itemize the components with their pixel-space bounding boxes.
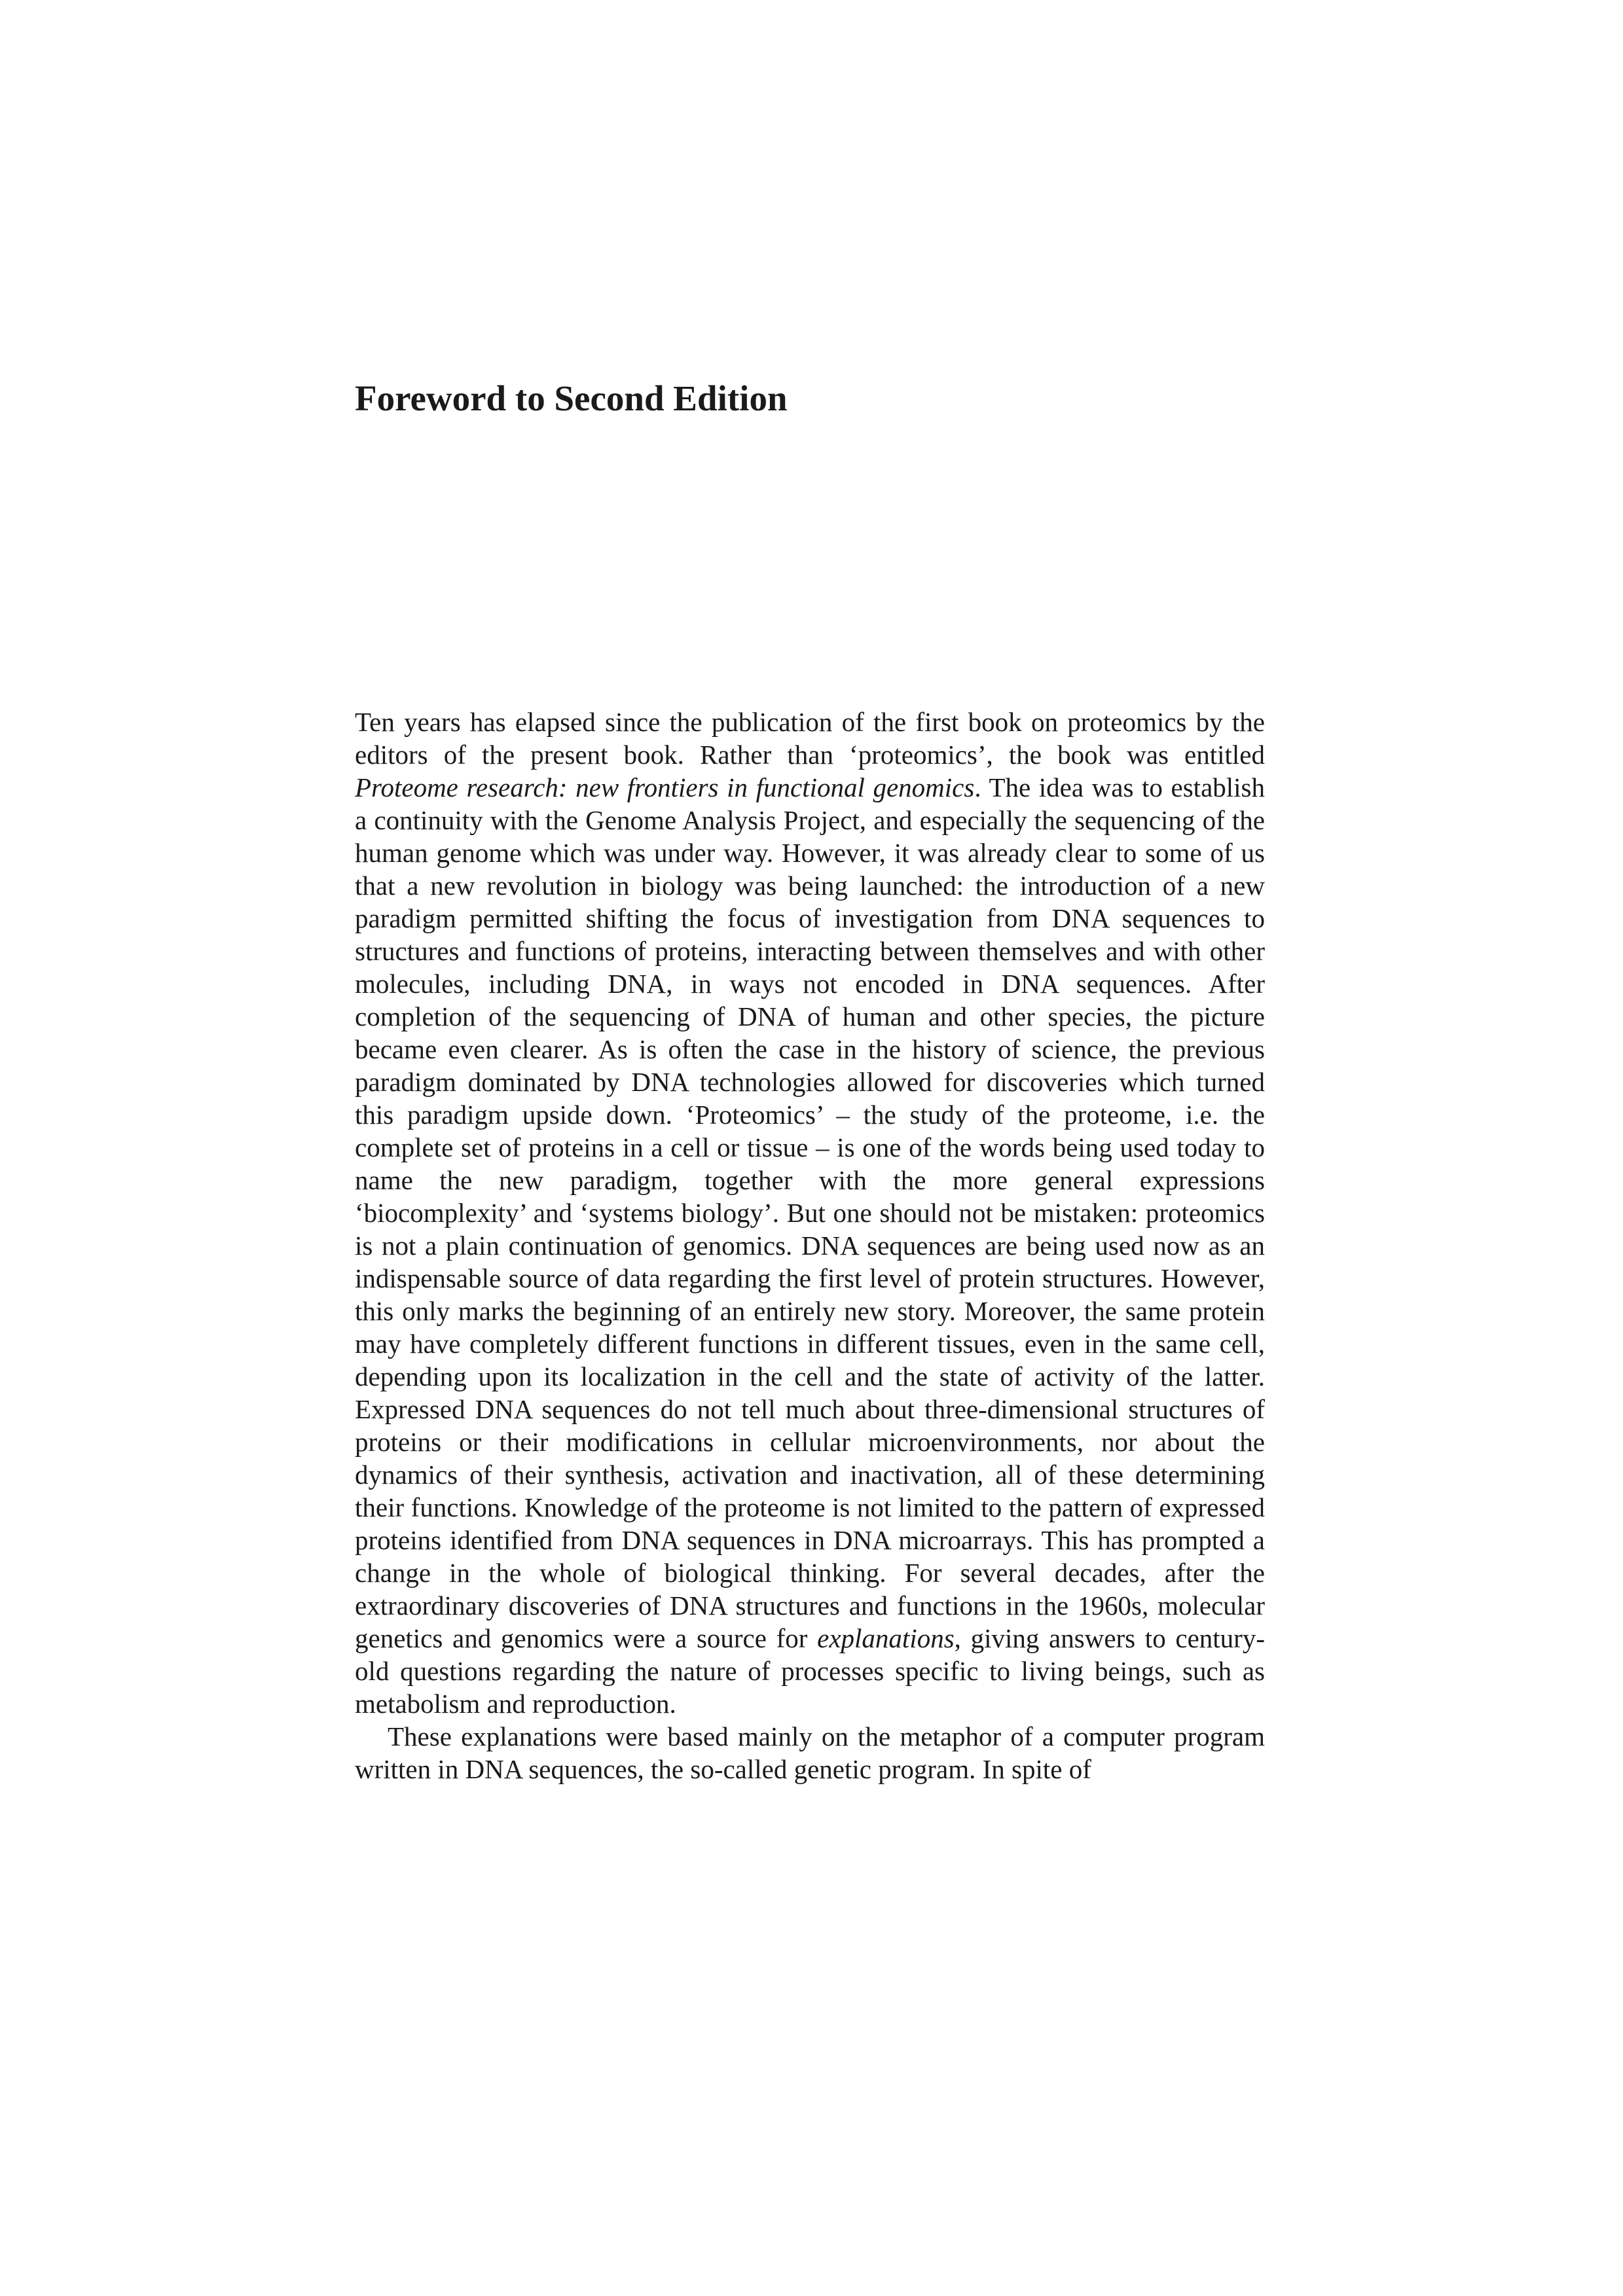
body-text bbox=[355, 706, 1265, 1785]
paragraph-1-part-1: Ten years has elapsed since the publication of the first book on proteomics by the editors of the present book. Rather than ‘proteomics’, the book was entitled bbox=[355, 707, 1265, 770]
paragraph-1-part-3: , giving answers to century-old questions regarding the nature of processes specific to living beings, such as metabolism and reproduction. bbox=[355, 1623, 1265, 1719]
paragraph-1-part-2: . The idea was to establish a continuity with the Genome Analysis Project, and especially the sequencing of the human genome which was under way. However, it was already clear to some of us that a new revolution in biology was being launched: the introduction of a new paradigm permitted shifting the focus of investigation from DNA sequences to structures and functions of proteins, interacting between themselves and with other molecules, including DNA, in ways not encoded in DNA sequences. After completion of the sequencing of DNA of human and other species, the picture became even clearer. As is often the case in the history of science, the previous paradigm dominated by DNA technologies allowed for discoveries which turned this paradigm upside down. ‘Proteomics’ – the study of the proteome, i.e. the complete set of proteins in a cell or tissue – is one of the words being used today to name the new paradigm, together with the more general expressions ‘biocomplexity’ and ‘systems biology’. But one should not be mistaken: proteomics is not a plain continuation of genomics. DNA sequences are being used now as an indispensable source of data regarding the first level of protein structures. However, this only marks the beginning of an entirely new story. Moreover, the same protein may have completely different functions in different tissues, even in the same cell, depending upon its localization in the cell and the state of activity of the latter. Expressed DNA sequences do not tell much about three-dimensional structures of proteins or their modifications in cellular microenvironments, nor about the dynamics of their synthesis, activation and inactivation, all of these determining their functions. Knowledge of the proteome is not limited to the pattern of expressed proteins identified from DNA sequences in DNA microarrays. This has prompted a change in the whole of biological thinking. For several decades, after the extraordinary discoveries of DNA structures and functions in the 1960s, molecular genetics and genomics were a source for bbox=[355, 772, 1266, 1653]
book-title-italic: Proteome research: new frontiers in functional genomics bbox=[355, 772, 975, 802]
paragraph-1 bbox=[355, 706, 1265, 1720]
explanations-italic: explanations bbox=[817, 1623, 955, 1653]
paragraph-2: These explanations were based mainly on the metaphor of a computer program written in DNA sequences, the so-called genetic program. In spite of bbox=[355, 1721, 1265, 1784]
chapter-title: Foreword to Second Edition bbox=[355, 378, 788, 418]
